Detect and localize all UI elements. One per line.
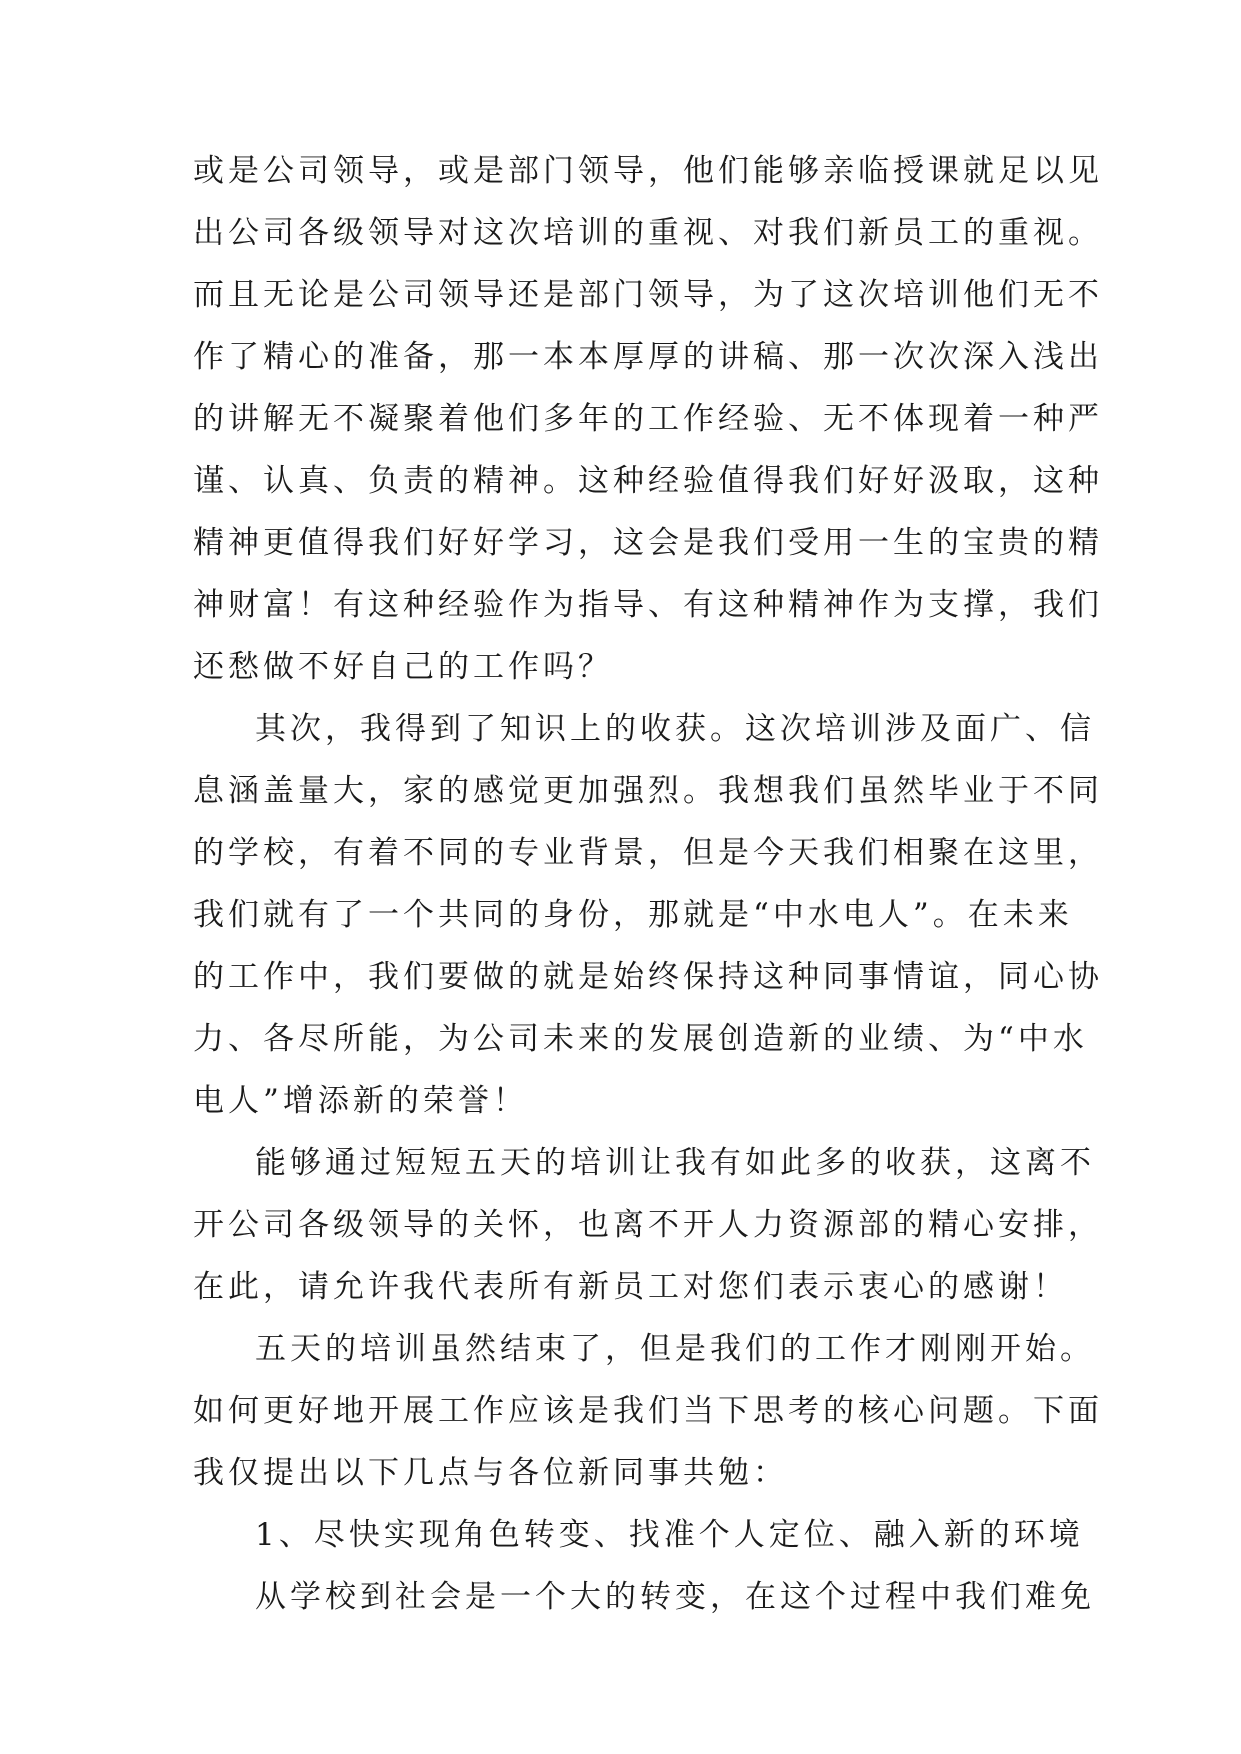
text-line: 出公司各级领导对这次培训的重视、对我们新员工的重视。 xyxy=(193,215,1103,251)
text-line: 我们就有了一个共同的身份，那就是“中水电人”。在未来 xyxy=(193,897,1073,933)
paragraph-start-line: 从学校到社会是一个大的转变，在这个过程中我们难免 xyxy=(255,1579,1095,1615)
text-line: 息涵盖量大，家的感觉更加强烈。我想我们虽然毕业于不同 xyxy=(193,773,1103,809)
text-line: 力、各尽所能，为公司未来的发展创造新的业绩、为“中水 xyxy=(193,1021,1088,1057)
numbered-heading: 1、尽快实现角色转变、找准个人定位、融入新的环境 xyxy=(255,1517,1084,1553)
text-line: 神财富！有这种经验作为指导、有这种精神作为支撑，我们 xyxy=(193,587,1103,623)
text-line: 作了精心的准备，那一本本厚厚的讲稿、那一次次深入浅出 xyxy=(193,339,1103,375)
text-line: 而且无论是公司领导还是部门领导，为了这次培训他们无不 xyxy=(193,277,1103,313)
text-line: 开公司各级领导的关怀，也离不开人力资源部的精心安排， xyxy=(193,1207,1103,1243)
text-line: 的讲解无不凝聚着他们多年的工作经验、无不体现着一种严 xyxy=(193,401,1103,437)
text-line: 的学校，有着不同的专业背景，但是今天我们相聚在这里， xyxy=(193,835,1103,871)
text-line: 电人”增添新的荣誉！ xyxy=(193,1083,528,1119)
text-line: 还愁做不好自己的工作吗？ xyxy=(193,649,613,685)
text-line: 的工作中，我们要做的就是始终保持这种同事情谊，同心协 xyxy=(193,959,1103,995)
text-line: 谨、认真、负责的精神。这种经验值得我们好好汲取，这种 xyxy=(193,463,1103,499)
paragraph-start-line: 五天的培训虽然结束了，但是我们的工作才刚刚开始。 xyxy=(255,1331,1095,1367)
text-line: 我仅提出以下几点与各位新同事共勉： xyxy=(193,1455,788,1491)
paragraph-start-line: 能够通过短短五天的培训让我有如此多的收获，这离不 xyxy=(255,1145,1095,1181)
text-line: 如何更好地开展工作应该是我们当下思考的核心问题。下面 xyxy=(193,1393,1103,1429)
text-line: 精神更值得我们好好学习，这会是我们受用一生的宝贵的精 xyxy=(193,525,1103,561)
text-line: 在此，请允许我代表所有新员工对您们表示衷心的感谢！ xyxy=(193,1269,1068,1305)
text-line: 或是公司领导，或是部门领导，他们能够亲临授课就足以见 xyxy=(193,153,1103,189)
paragraph-start-line: 其次，我得到了知识上的收获。这次培训涉及面广、信 xyxy=(255,711,1095,747)
